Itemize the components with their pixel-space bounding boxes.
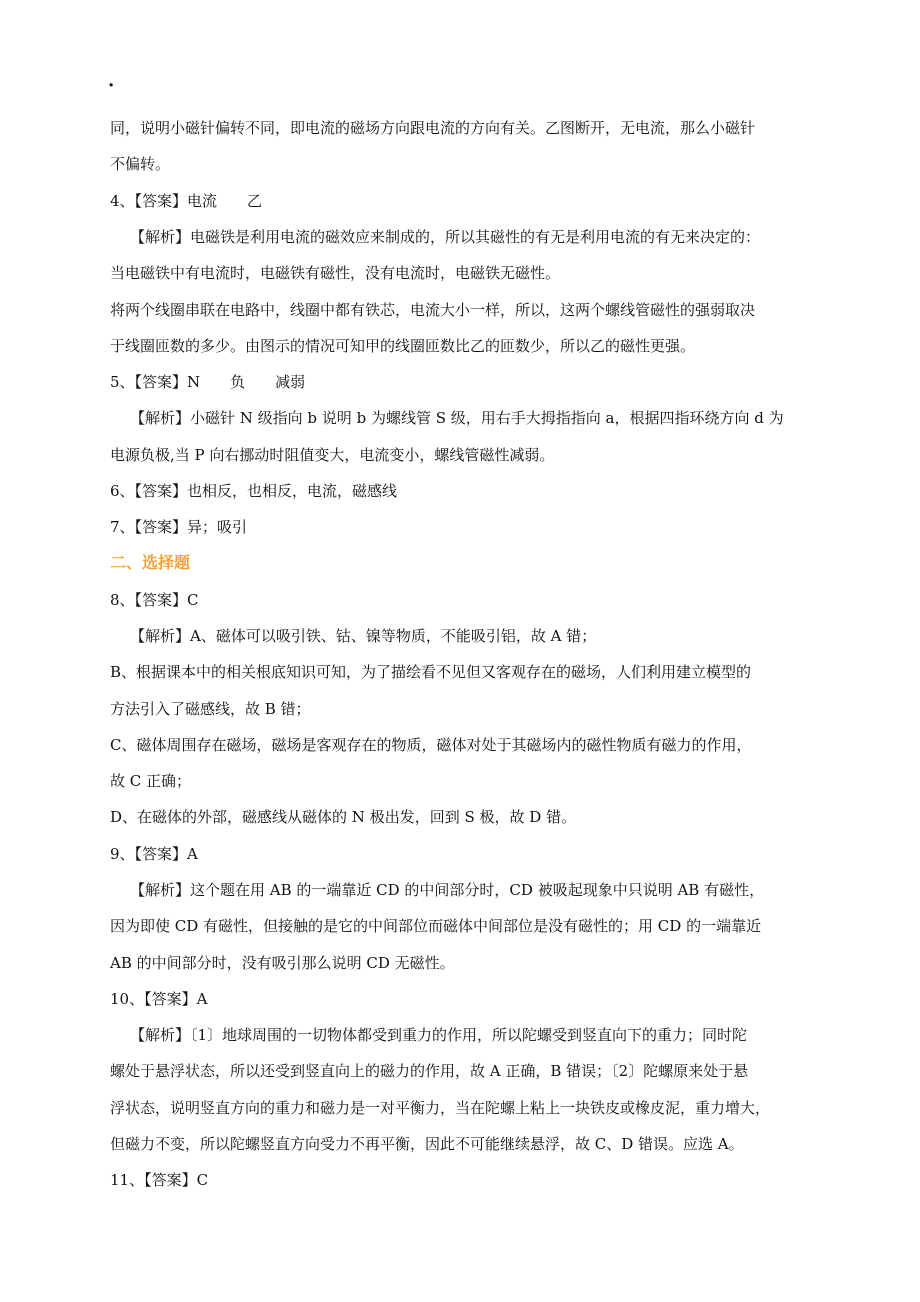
text-line: 不偏转。: [110, 155, 171, 173]
analysis-line: 【解析】电磁铁是利用电流的磁效应来制成的，所以其磁性的有无是利用电流的有无来决定的：: [130, 228, 761, 246]
text-line: D、在磁体的外部，磁感线从磁体的 N 极出发，回到 S 极，故 D 错。: [110, 808, 577, 826]
text-line: 同，说明小磁针偏转不同，即电流的磁场方向跟电流的方向有关。乙图断开，无电流，那么小磁针: [110, 119, 756, 137]
text-line: 方法引入了磁感线，故 B 错；: [110, 700, 311, 718]
answer-line-8: 8、【答案】C: [110, 591, 199, 609]
text-line: 但磁力不变，所以陀螺竖直方向受力不再平衡，因此不可能继续悬浮，故 C、D 错误。应选 A。: [110, 1135, 744, 1153]
answer-line-7: 7、【答案】异；吸引: [110, 518, 248, 536]
text-line: 因为即使 CD 有磁性，但接触的是它的中间部位而磁体中间部位是没有磁性的；用 CD 的一端靠近: [110, 917, 762, 935]
analysis-line: 【解析】这个题在用 AB 的一端靠近 CD 的中间部分时，CD 被吸起现象中只说明 AB 有磁性，: [130, 881, 765, 899]
answer-line-11: 11、【答案】C: [110, 1171, 209, 1189]
answer-line-4: 4、【答案】电流 乙: [110, 192, 263, 210]
text-line: 螺处于悬浮状态，所以还受到竖直向上的磁力的作用，故 A 正确，B 错误；〔2〕陀螺原来处于悬: [110, 1062, 749, 1080]
header-mark: ·: [108, 75, 115, 96]
analysis-line: 【解析】A、磁体可以吸引铁、钴、镍等物质，不能吸引铝，故 A 错；: [130, 627, 597, 645]
answer-line-10: 10、【答案】A: [110, 990, 208, 1008]
text-line: AB 的中间部分时，没有吸引那么说明 CD 无磁性。: [110, 954, 455, 972]
text-line: 将两个线圈串联在电路中，线圈中都有铁芯，电流大小一样，所以，这两个螺线管磁性的强弱取决: [110, 301, 756, 319]
analysis-line: 【解析】〔1〕地球周围的一切物体都受到重力的作用，所以陀螺受到竖直向下的重力；同时陀: [130, 1026, 748, 1044]
answer-line-9: 9、【答案】A: [110, 845, 198, 863]
text-line: C、磁体周围存在磁场，磁场是客观存在的物质，磁体对处于其磁场内的磁性物质有磁力的作用，: [110, 736, 752, 754]
section-heading: 二、选择题: [110, 553, 191, 572]
text-line: 于线圈匝数的多少。由图示的情况可知甲的线圈匝数比乙的匝数少，所以乙的磁性更强。: [110, 337, 696, 355]
text-line: 浮状态，说明竖直方向的重力和磁力是一对平衡力，当在陀螺上粘上一块铁皮或橡皮泥，重力增大，: [110, 1099, 771, 1117]
text-line: B、根据课本中的相关根底知识可知，为了描绘看不见但又客观存在的磁场，人们利用建立模型的: [110, 663, 752, 681]
analysis-line: 【解析】小磁针 N 级指向 b 说明 b 为螺线管 S 级，用右手大拇指指向 a，根据四指环绕方向 d 为: [130, 409, 784, 427]
text-line: 故 C 正确；: [110, 772, 192, 790]
text-line: 当电磁铁中有电流时，电磁铁有磁性，没有电流时，电磁铁无磁性。: [110, 264, 561, 282]
answer-line-6: 6、【答案】也相反，也相反，电流，磁感线: [110, 482, 398, 500]
answer-line-5: 5、【答案】N 负 减弱: [110, 373, 306, 391]
text-line: 电源负极,当 P 向右挪动时阻值变大，电流变小，螺线管磁性减弱。: [110, 446, 555, 464]
